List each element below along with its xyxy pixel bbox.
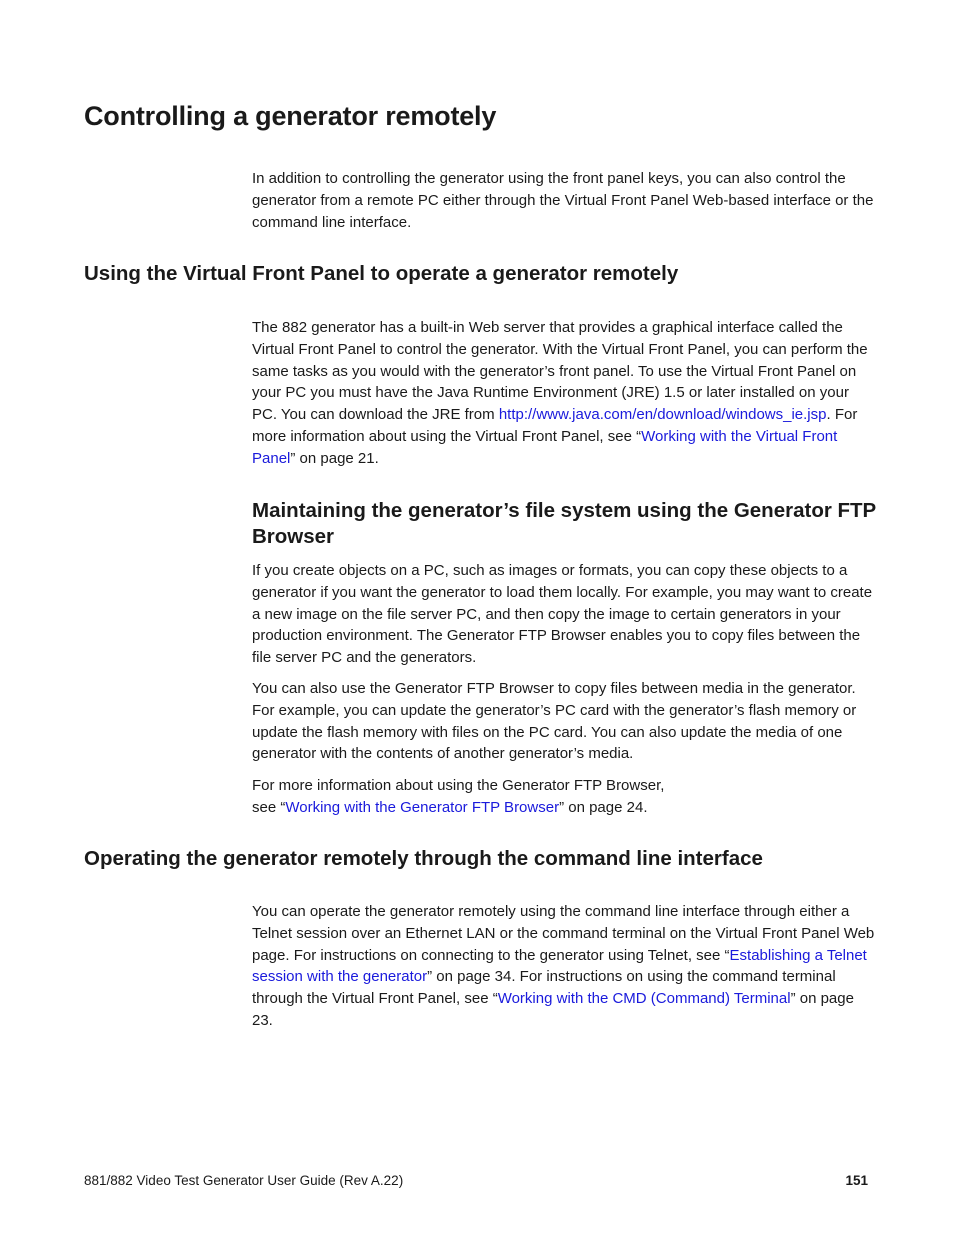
ftp-paragraph-3-line1: For more information about using the Generator FTP Browser, [252,777,665,794]
section-heading-ftp-browser: Maintaining the generator’s file system using the Generator FTP Browser [252,499,876,548]
ftp-browser-link[interactable]: Working with the Generator FTP Browser [285,798,560,816]
ftp-paragraph-2: You can also use the Generator FTP Browser to copy files between media in the generator. For example, you can update the generator’s PC card with the generator’s flash memory or update the flash memory with files on the PC card. You can also update the media of one generator with the contents of another generator’s media. [252,680,857,763]
jre-download-link[interactable]: http://www.java.com/en/download/windows_ie.jsp [498,406,827,424]
cli-paragraph-text: You can operate the generator remotely using the command line interface through either a Telnet session over an Ethernet LAN or the command terminal on the Virtual Front Panel Web page. For instructions on connecting to the generator using Telnet, see “ [252,903,875,964]
telnet-session-link[interactable]: Establishing a Telnet session with the generator [252,946,867,986]
ftp-paragraph-1: If you create objects on a PC, such as images or formats, you can copy these objects to a generator if you want the generator to load them locally. For example, you may want to create a new image on the file server PC, and then copy the image to certain generators in your production environment. The Generator FTP Browser enables you to copy files between the file server PC and the generators. [252,562,873,667]
ftp-paragraph-3-see: see “ [252,798,286,816]
vfp-paragraph [252,317,877,470]
footer-page-number: 151 [845,1173,868,1188]
vfp-paragraph-text: The 882 generator has a built-in Web server that provides a graphical interface called the Virtual Front Panel to control the generator. With the Virtual Front Panel, you can perform the same tasks as you would with the generator’s front panel. To use the Virtual Front Panel on your PC you must have the Java Runtime Environment (JRE) 1.5 or later installed on your PC. You can download the JRE from [252,319,868,424]
section-heading-command-line: Operating the generator remotely through the command line interface [84,847,763,870]
ftp-paragraph-3-end: ” on page 24. [559,798,648,816]
cli-paragraph-end: ” on page 23. [252,990,854,1029]
virtual-front-panel-link[interactable]: Working with the Virtual Front Panel [252,427,838,467]
ftp-paragraph-3 [252,775,877,819]
cli-paragraph [252,901,877,1032]
intro-paragraph: In addition to controlling the generator using the front panel keys, you can also control the generator from a remote PC either through the Virtual Front Panel Web-based interface or the command line interface. [252,170,874,231]
vfp-paragraph-end: ” on page 21. [290,449,379,467]
cli-paragraph-mid: ” on page 34. For instructions on using the command terminal through the Virtual Front Panel, see “ [252,968,836,1008]
section-heading-virtual-front-panel: Using the Virtual Front Panel to operate a generator remotely [84,262,679,285]
vfp-paragraph-mid: . For more information about using the Virtual Front Panel, see “ [252,406,858,445]
cmd-terminal-link[interactable]: Working with the CMD (Command) Terminal [497,990,791,1008]
page-title: Controlling a generator remotely [84,101,497,131]
footer-document-title: 881/882 Video Test Generator User Guide (Rev A.22) [84,1173,404,1188]
